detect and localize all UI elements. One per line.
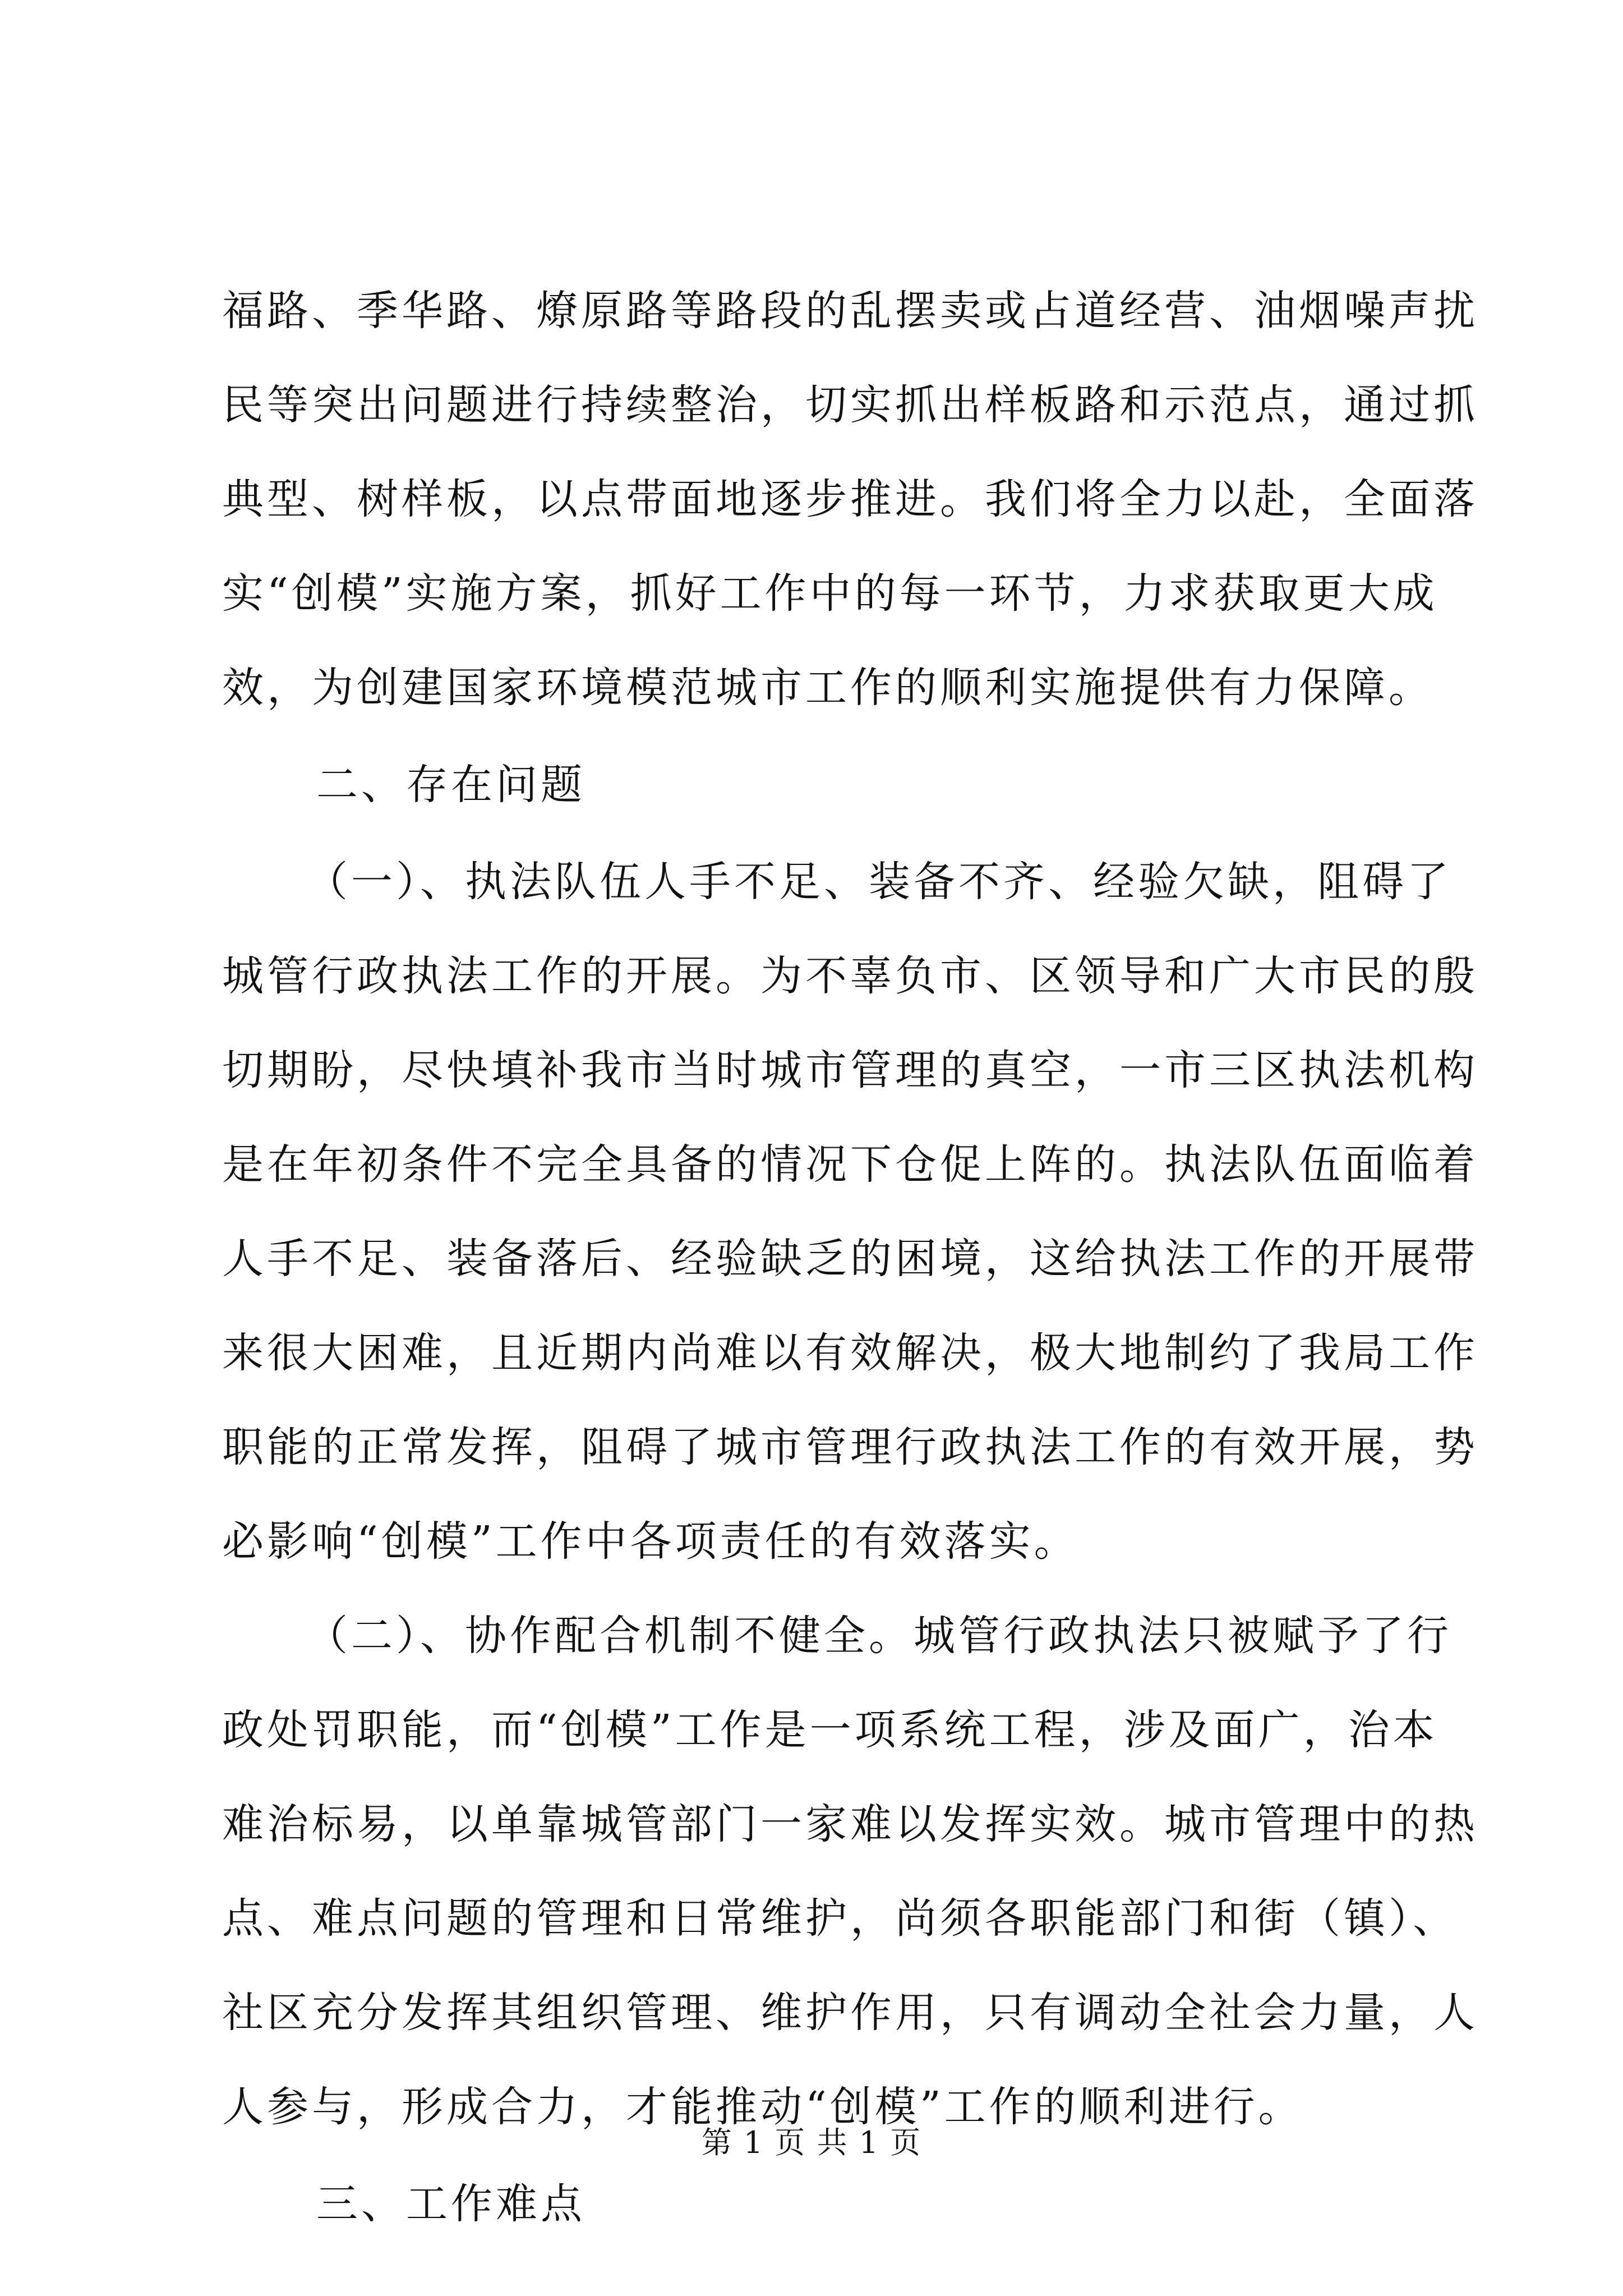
text-line: 政处罚职能，而“创模”工作是一项系统工程，涉及面广，治本 <box>222 1706 1438 1754</box>
text-line: 民等突出问题进行持续整治，切实抓出样板路和示范点，通过抓 <box>222 381 1478 429</box>
paragraph-problem-1 <box>222 835 1478 1589</box>
text-line: 典型、树样板，以点带面地逐步推进。我们将全力以赴，全面落 <box>222 475 1478 523</box>
paragraph-continuation <box>222 264 1478 735</box>
section-heading-difficulties: 三、工作难点 <box>316 2180 585 2228</box>
text-line: 实“创模”实施方案，抓好工作中的每一环节，力求获取更大成 <box>222 569 1438 618</box>
text-line: 是在年初条件不完全具备的情况下仓促上阵的。执法队伍面临着 <box>222 1140 1478 1189</box>
text-line: 社区充分发挥其组织管理、维护作用，只有调动全社会力量，人 <box>222 1989 1478 2037</box>
text-line: 人参与，形成合力，才能推动“创模”工作的顺利进行。 <box>222 2083 1303 2131</box>
page-footer: 第 1 页 共 1 页 <box>701 2125 922 2160</box>
text-line: （一）、执法队伍人手不足、装备不齐、经验欠缺，阻碍了 <box>306 858 1452 906</box>
section-heading-problems: 二、存在问题 <box>316 761 585 809</box>
text-line: 福路、季华路、燎原路等路段的乱摆卖或占道经营、油烟噪声扰 <box>222 287 1478 335</box>
text-line: 来很大困难，且近期内尚难以有效解决，极大地制约了我局工作 <box>222 1329 1478 1377</box>
text-line: 城管行政执法工作的开展。为不辜负市、区领导和广大市民的殷 <box>222 952 1478 1000</box>
text-line: 人手不足、装备落后、经验缺乏的困境，这给执法工作的开展带 <box>222 1235 1478 1283</box>
text-line: 切期盼，尽快填补我市当时城市管理的真空，一市三区执法机构 <box>222 1046 1478 1094</box>
document-body <box>222 264 1478 2254</box>
text-line: 效，为创建国家环境模范城市工作的顺利实施提供有力保障。 <box>222 664 1433 712</box>
text-line: （二）、协作配合机制不健全。城管行政执法只被赋予了行 <box>306 1612 1452 1660</box>
text-line: 点、难点问题的管理和日常维护，尚须各职能部门和街（镇）、 <box>222 1894 1458 1943</box>
text-line: 难治标易，以单靠城管部门一家难以发挥实效。城市管理中的热 <box>222 1800 1478 1848</box>
text-line: 职能的正常发挥，阻碍了城市管理行政执法工作的有效开展，势 <box>222 1423 1478 1471</box>
paragraph-problem-2 <box>222 1589 1478 2154</box>
text-line: 必影响“创模”工作中各项责任的有效落实。 <box>222 1517 1079 1566</box>
